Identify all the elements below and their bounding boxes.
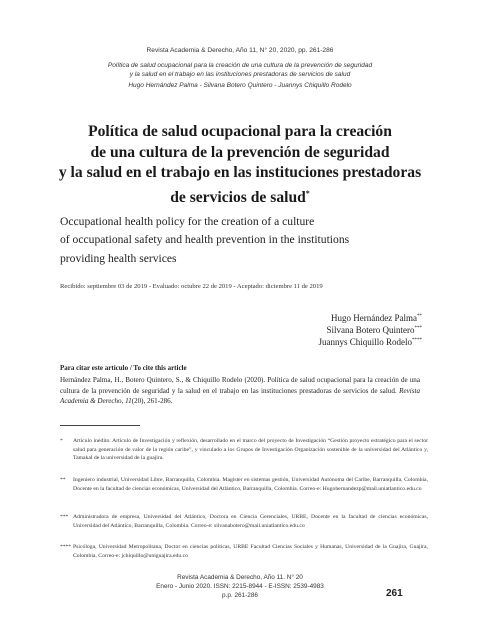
page-number: 261 (386, 588, 403, 599)
footnote-mark: **** (60, 544, 71, 550)
article-title (20, 122, 460, 208)
author-name: Silvana Botero Quintero (326, 325, 415, 335)
citation-heading: Para citar este artículo / To cite this article (60, 364, 187, 372)
citation-body (60, 375, 420, 407)
english-title-line-3: providing health services (60, 251, 177, 265)
footnote-text: Ingeniero industrial, Universidad Libre, Barranquilla, Colombia. Magister en sistemas gestión, Universidad Autónoma del Caribe, Barranquilla, Colombia, Docente en la facultad de ciencias económicas, Universidad del Atlántico, Barranquilla, Colombia. Correo-e: Hugohernandezp@mail.uniatlantico.edu.co (73, 477, 428, 492)
author-name: Hugo Hernández Palma (331, 313, 417, 323)
footnote-mark: * (60, 438, 63, 444)
running-title-line-2: y la salud en el trabajo en las instituciones prestadoras de servicios de salud (129, 71, 351, 78)
author-footnote-mark: ** (417, 314, 422, 319)
title-line-2: de una cultura de la prevención de seguridad (90, 143, 390, 161)
footnote-mark: *** (60, 514, 69, 520)
title-line-4 (20, 184, 460, 209)
author-footnote-mark: *** (414, 326, 422, 331)
footnote-text: Psicóloga, Universidad Metropolitana, Doctor en ciencias políticas, URBE Facultad Ciencias Sociales y Humanas, Universidad de la Guajira, Guajira, Colombia, Correo-e: jchiquillo@uniguajira.edu.co (73, 544, 428, 559)
footnote-text: Artículo inédito. Artículo de Investigación y reflexión, desarrollado en el marco del proyecto de Investigación “Gestión proyecto estratégico para el sector salud para generación de valor de la región caribe”, y vinculado a los Grupos de Investigación Organización sostenible de la universidad del Atlántico y, Tamakal de la universidad de la guajira. (73, 438, 428, 462)
author-3 (318, 337, 422, 347)
author-1 (331, 313, 422, 323)
citation-text: Hernández Palma, H., Botero Quintero, S., & Chiquillo Rodelo (2020). Política de salud ocupacional para la creación de una cultura de la prevención de seguridad y la salud en el trabajo en las instituciones prestadoras de servicios de salud. (60, 376, 420, 395)
author-2 (327, 325, 422, 335)
title-line-4-text: de servicios de salud (170, 188, 306, 206)
running-title-line-1: Política de salud ocupacional para la creación de una cultura de la prevención de seguridad (107, 62, 373, 69)
citation-issue: (20), 261-286. (131, 397, 173, 406)
footer-line-1: Revista Academia & Derecho, Año 11. N° 20 (177, 574, 303, 581)
title-line-1: Política de salud ocupacional para la creación (88, 123, 392, 140)
author-footnote-mark: **** (412, 338, 422, 343)
footer-line-2: Enero - Junio 2020. ISSN: 2215-8944 - E-ISSN: 2539-4983 (156, 582, 324, 590)
footnote-divider (60, 425, 140, 426)
journal-header-line: Revista Academia & Derecho, Año 11, N° 20, 2020, pp. 261-286 (146, 47, 334, 54)
english-title-line-2: of occupational safety and health prevention in the institutions (60, 233, 350, 247)
footnote-text: Administradora de empresa, Universidad del Atlántico, Doctora en Ciencia Gerenciales, URBE, Docente en la facultad de ciencias económicas, Universidad del Atlántico, Barranquilla, Colombia. Correo-e: silvanabotero@mail.uniatlantico.edu.co (73, 514, 428, 529)
footer-line-3: p.p. 261-286 (222, 591, 258, 599)
citation-journal: Revista Academia & Derecho, 11 (60, 386, 420, 406)
submission-dates: Recibido: septiembre 03 de 2019 - Evaluado: octubre 22 de 2019 - Aceptado: diciembre 11 de 2019 (60, 283, 323, 290)
title-line-3: y la salud en el trabajo en las instituciones prestadoras (58, 164, 422, 181)
title-footnote-mark: * (305, 188, 310, 198)
english-title (60, 213, 460, 268)
english-title-line-1: Occupational health policy for the creation of a culture (60, 215, 315, 228)
running-authors: Hugo Hernández Palma - Silvana Botero Quintero - Juannys Chiquillo Rodelo (128, 82, 352, 89)
footnote-mark: ** (60, 477, 66, 483)
page-footer (0, 574, 480, 600)
author-name: Juannys Chiquillo Rodelo (318, 337, 412, 347)
running-short-title (0, 61, 480, 79)
